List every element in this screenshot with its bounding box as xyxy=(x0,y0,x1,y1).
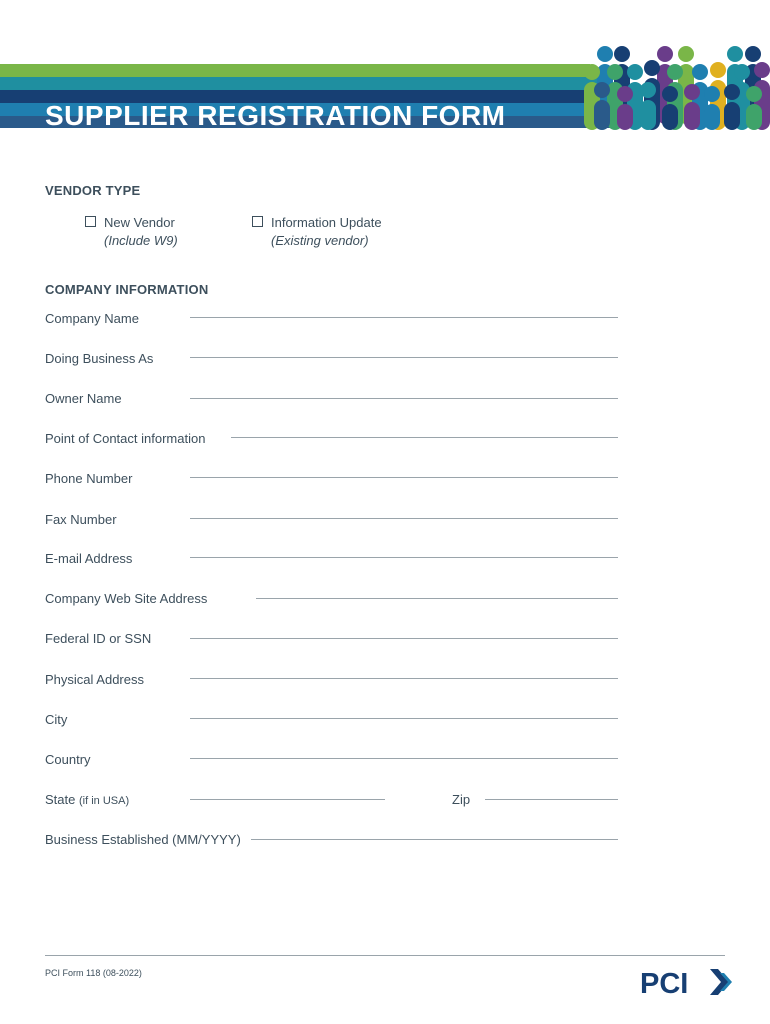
pci-logo-icon xyxy=(640,965,735,999)
physical-address-input[interactable] xyxy=(190,664,618,679)
pci-logo-text: PCI xyxy=(640,968,689,999)
company-information-heading: COMPANY INFORMATION xyxy=(45,282,209,297)
company-name-label: Company Name xyxy=(45,311,139,326)
people-graphic-icon xyxy=(570,40,770,130)
city-label: City xyxy=(45,712,68,727)
business-established-label: Business Established (MM/YYYY) xyxy=(45,832,241,847)
page-title: SUPPLIER REGISTRATION FORM xyxy=(45,100,506,131)
website-address-input[interactable] xyxy=(256,584,618,599)
email-address-input[interactable] xyxy=(190,543,618,558)
point-of-contact-input[interactable] xyxy=(231,423,618,438)
owner-name-label: Owner Name xyxy=(45,391,122,406)
company-name-input[interactable] xyxy=(190,303,618,318)
business-established-input[interactable] xyxy=(251,825,618,840)
zip-input[interactable] xyxy=(485,785,618,800)
header-banner xyxy=(0,0,770,130)
banner-stripe-teal xyxy=(0,77,600,90)
information-update-checkbox[interactable] xyxy=(252,216,263,227)
owner-name-input[interactable] xyxy=(190,384,618,399)
federal-id-input[interactable] xyxy=(190,624,618,639)
new-vendor-checkbox[interactable] xyxy=(85,216,96,227)
zip-label: Zip xyxy=(452,792,471,807)
doing-business-as-input[interactable] xyxy=(190,343,618,358)
information-update-sublabel: (Existing vendor) xyxy=(271,233,369,248)
form-id: PCI Form 118 (08-2022) xyxy=(45,968,142,978)
state-label-text: State xyxy=(45,792,76,807)
vendor-type-heading: VENDOR TYPE xyxy=(45,183,141,198)
phone-number-label: Phone Number xyxy=(45,471,133,486)
website-address-label: Company Web Site Address xyxy=(45,591,208,606)
country-input[interactable] xyxy=(190,744,618,759)
country-label: Country xyxy=(45,752,91,767)
new-vendor-sublabel: (Include W9) xyxy=(104,233,178,248)
federal-id-label: Federal ID or SSN xyxy=(45,631,152,646)
email-address-label: E-mail Address xyxy=(45,551,133,566)
new-vendor-label: New Vendor xyxy=(104,215,175,230)
state-input[interactable] xyxy=(190,785,385,800)
information-update-label: Information Update xyxy=(271,215,382,230)
city-input[interactable] xyxy=(190,704,618,719)
physical-address-label: Physical Address xyxy=(45,672,144,687)
fax-number-input[interactable] xyxy=(190,504,618,519)
state-label-note: (if in USA) xyxy=(78,795,130,807)
fax-number-label: Fax Number xyxy=(45,512,117,527)
doing-business-as-label: Doing Business As xyxy=(45,351,154,366)
state-label xyxy=(45,792,129,807)
point-of-contact-label: Point of Contact information xyxy=(45,431,206,446)
phone-number-input[interactable] xyxy=(190,463,618,478)
footer-divider xyxy=(45,955,725,956)
banner-stripe-green xyxy=(0,64,590,77)
